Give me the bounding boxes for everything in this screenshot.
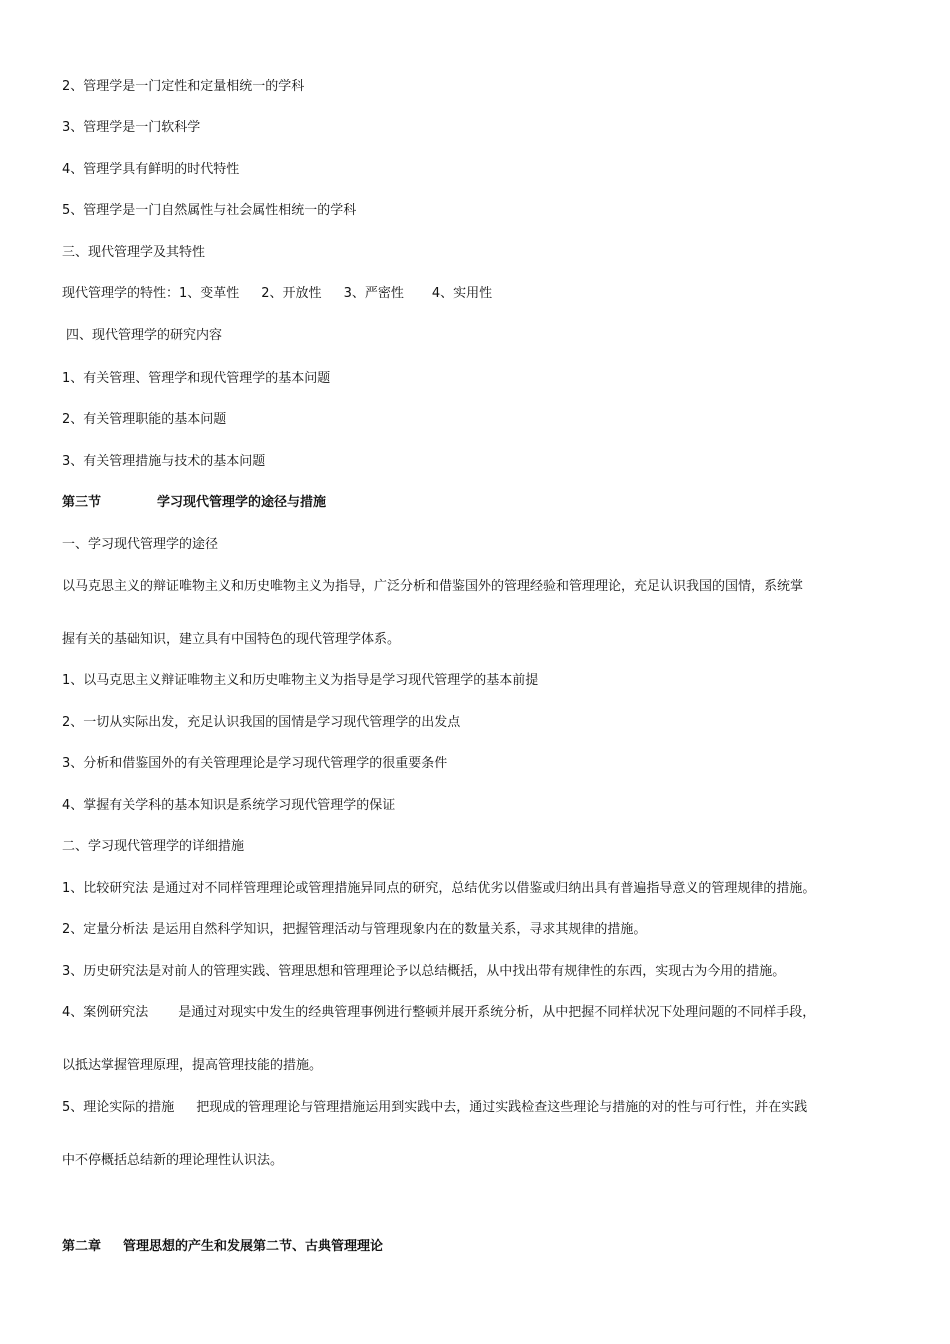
feature-item: 2、开放性 — [261, 286, 322, 301]
text-line — [62, 1099, 807, 1117]
text-line: 1、比较研究法 是通过对不同样管理理论或管理措施异同点的研究，总结优劣以借鉴或归纳出具有普遍指导意义的管理规律的措施。 — [62, 881, 816, 896]
text-line — [62, 1004, 815, 1022]
text-line: 中不停概括总结新的理论理性认识法。 — [62, 1153, 284, 1168]
text-line: 以马克思主义的辩证唯物主义和历史唯物主义为指导，广泛分析和借鉴国外的管理经验和管理理论，充足认识我国的国情，系统掌 — [62, 579, 804, 594]
text-line: 4、掌握有关学科的基本知识是系统学习现代管理学的保证 — [62, 798, 396, 813]
method-name: 4、案例研究法 — [62, 1005, 149, 1020]
text-line: 3、分析和借鉴国外的有关管理理论是学习现代管理学的很重要条件 — [62, 756, 448, 771]
text-line — [62, 285, 492, 303]
method-desc: 把现成的管理理论与管理措施运用到实践中去，通过实践检查这些理论与措施的对的性与可行性，并在实践 — [196, 1100, 808, 1115]
chapter-title-text: 管理思想的产生和发展第二节、古典管理理论 — [123, 1239, 384, 1254]
section-title — [62, 494, 326, 512]
text-line: 以抵达掌握管理原理，提高管理技能的措施。 — [62, 1058, 323, 1073]
text-line: 4、管理学具有鲜明的时代特性 — [62, 162, 240, 177]
section-heading: 三、现代管理学及其特性 — [62, 245, 206, 260]
method-name: 5、理论实际的措施 — [62, 1100, 175, 1115]
feature-item: 4、实用性 — [431, 286, 493, 301]
features-label: 现代管理学的特性：1、变革性 — [62, 286, 240, 301]
section-heading: 二、学习现代管理学的详细措施 — [62, 839, 245, 854]
text-line: 1、以马克思主义辩证唯物主义和历史唯物主义为指导是学习现代管理学的基本前提 — [62, 673, 539, 688]
text-line: 3、管理学是一门软科学 — [62, 120, 201, 135]
feature-item: 3、严密性 — [343, 286, 404, 301]
text-line: 5、管理学是一门自然属性与社会属性相统一的学科 — [62, 203, 357, 218]
text-line: 2、定量分析法 是运用自然科学知识，把握管理活动与管理现象内在的数量关系，寻求其规律的措施。 — [62, 922, 647, 937]
text-line: 2、有关管理职能的基本问题 — [62, 412, 227, 427]
section-title-text: 学习现代管理学的途径与措施 — [157, 495, 327, 510]
section-number: 第三节 — [62, 495, 102, 510]
method-desc: 是通过对现实中发生的经典管理事例进行整顿并展开系统分析，从中把握不同样状况下处理问题的不同样手段， — [178, 1005, 816, 1020]
chapter-number: 第二章 — [62, 1239, 102, 1254]
section-heading: 一、学习现代管理学的途径 — [62, 537, 219, 552]
text-line: 握有关的基础知识，建立具有中国特色的现代管理学体系。 — [62, 632, 401, 647]
text-line: 2、管理学是一门定性和定量相统一的学科 — [62, 79, 305, 94]
text-line: 2、一切从实际出发，充足认识我国的国情是学习现代管理学的出发点 — [62, 715, 461, 730]
text-line: 3、有关管理措施与技术的基本问题 — [62, 454, 266, 469]
section-heading: 四、现代管理学的研究内容 — [66, 328, 223, 343]
chapter-title — [62, 1238, 383, 1256]
text-line: 3、历史研究法是对前人的管理实践、管理思想和管理理论予以总结概括，从中找出带有规律性的东西，实现古为今用的措施。 — [62, 964, 786, 979]
text-line: 1、有关管理、管理学和现代管理学的基本问题 — [62, 371, 331, 386]
